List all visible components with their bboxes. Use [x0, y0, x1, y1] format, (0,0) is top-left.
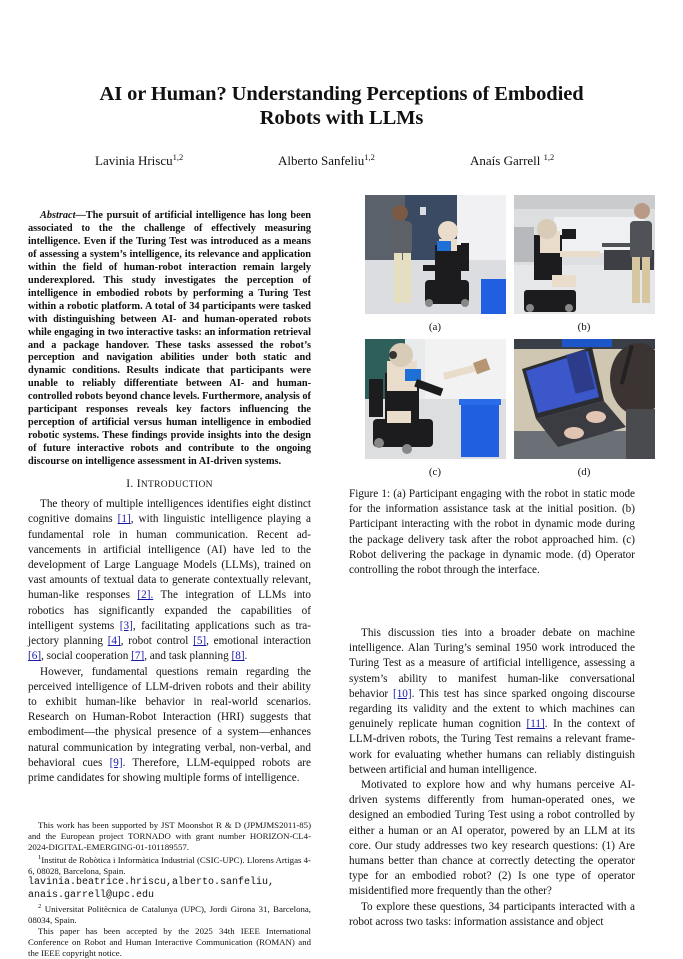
right-paragraph-1 — [349, 626, 635, 778]
footnote-mark: 2 — [38, 903, 42, 911]
title-line-2: Robots with LLMs — [259, 107, 424, 129]
photo-participant-robot-static — [365, 195, 506, 314]
figure-1-caption: Figure 1: (a) Participant engaging with the robot in static mode for the information assistance task at the initial position. (b) Participant interacting with the robot in dynamic mode during the package delivery task after the robot approached him. (c) Robot delivering the package in dynamic mode. (d) Operator controlling the robot through the interface. — [349, 488, 635, 577]
right-paragraph-3: To explore these questions, 34 participants interacted with a robot across two tasks: information assistance and object — [349, 900, 635, 928]
text-run: , robot control — [120, 635, 194, 648]
section-heading-introduction — [28, 477, 311, 493]
text-run: , facilitating applications such as trajectory planning — [28, 619, 311, 648]
footnotes — [28, 820, 311, 959]
intro-paragraph-1 — [28, 497, 311, 664]
text-run: , emotional interaction — [206, 635, 311, 648]
author-1 — [95, 152, 183, 169]
text-run: , social cooperation — [41, 650, 132, 663]
affiliation-1-text: Institut de Robòtica i Informàtica Industrial (CSIC-UPC). Llorens Artigas 4-6, 08028, Barcelona, Spain. — [28, 854, 311, 876]
subfigure-label-a: (a) — [428, 321, 442, 333]
author-3 — [470, 152, 554, 169]
text-run: The theory of multiple intelligences identifies eight distinct cognitive domains — [28, 498, 311, 526]
author-affiliation-mark: 1,2 — [543, 152, 555, 162]
section-heading-rest: NTRODUCTION — [140, 480, 213, 491]
affiliation-2-note — [28, 902, 311, 926]
abstract — [28, 210, 311, 469]
section-heading-initial: I — [136, 478, 141, 491]
intro-paragraph-2 — [28, 665, 311, 787]
text-run: , with linguistic intelligence playing a fundamental role in human communication. Recent advancements in artificial intelligence (AI) have led to the development of Large Language Models (LLMs), trained on vast amounts of textual data to generate contextually relevant, human-like responses — [28, 513, 311, 602]
figure-1c-photo — [365, 339, 506, 459]
affiliation-1-note — [28, 853, 311, 903]
photo-participant-robot-dynamic — [514, 195, 655, 314]
paper-title — [0, 82, 683, 130]
subfigure-label-b: (b) — [577, 321, 591, 333]
citation-link-1[interactable]: [1] — [117, 513, 131, 526]
text-run: The integration of LLMs into robotics has significantly expanded the capabilities of intelligent systems — [28, 589, 311, 632]
citation-link-11[interactable]: [11] — [526, 718, 545, 731]
affiliation-2-text: Universitat Politècnica de Catalunya (UPC), Jordi Girona 31, Barcelona, 08034, Spain. — [28, 904, 311, 926]
abstract-label: Abstract — [40, 210, 76, 221]
funding-note: This work has been supported by JST Moonshot R & D (JPMJMS2011-85) and the European project TORNADO with grant number HORIZON-CL4-2024-DIGITAL-EMERGING-01-101189557. — [28, 820, 311, 852]
text-run: . — [244, 650, 248, 663]
citation-link-5[interactable]: [5] — [193, 635, 207, 648]
author-name: Anaís Garrell — [470, 153, 541, 168]
right-column — [349, 626, 635, 930]
right-paragraph-2: Motivated to explore how and why humans perceive AI-driven systems differently from human-operated ones, we designed an embodied Turing Test using a robot controlled by either a human or an AI operator, powered by an LLM at its core. Our study addresses two key research questions: (1) Are humans better than chance at correctly detecting the operator type for an embodied robot? (2) Is one type of operator misidentified more frequently than the other? — [349, 779, 635, 898]
left-column — [28, 210, 311, 786]
photo-robot-delivering-package — [365, 339, 506, 459]
author-2 — [278, 152, 375, 169]
citation-link-6[interactable]: [6] — [28, 650, 42, 663]
author-name: Alberto Sanfeliu — [278, 153, 365, 168]
text-run: However, fundamental questions remain regarding the perceived intelligence of LLM-driven robots and their ability to exhibit human-like behavior in real-world scenarios. Research on Human-Robot Interaction (HRI) suggests that embodiment—the physical presence of a system—enhances natural communication by integrating verbal, non-verbal, and behavioral cues — [28, 665, 311, 769]
text-run: . This test has since sparked ongoing discourse regarding its validity and the extent to which machines can genuinely replicate human cognition — [349, 687, 636, 731]
citation-link-7[interactable]: [7] — [131, 650, 145, 663]
text-run: . Therefore, LLM-equipped robots are prime candidates for showing multiple forms of intelligence. — [28, 756, 311, 784]
footnote-mark: 1 — [38, 853, 42, 861]
title-line-1: AI or Human? Understanding Perceptions of Embodied — [99, 83, 584, 105]
figure-1a-photo — [365, 195, 506, 314]
section-numeral: I. — [126, 478, 134, 491]
acceptance-note: This paper has been accepted by the 2025 34th IEEE International Conference on Robot and Human Interactive Communication (ROMAN) and the IEEE copyright notice. — [28, 926, 311, 958]
citation-link-8[interactable]: [8] — [231, 650, 245, 663]
author-name: Lavinia Hriscu — [95, 153, 173, 168]
figure-1d-photo — [514, 339, 655, 459]
citation-link-3[interactable]: [3] — [119, 619, 133, 632]
author-emails: lavinia.beatrice.hriscu,alberto.sanfeliu, anais.garrell@upc.edu — [28, 877, 275, 902]
citation-link-2[interactable]: [2]. — [137, 589, 154, 602]
photo-operator-laptop — [514, 339, 655, 459]
subfigure-label-d: (d) — [577, 466, 591, 478]
citation-link-4[interactable]: [4] — [107, 635, 121, 648]
text-run: . In the context of LLM-driven robots, the Turing Test remains a relevant framework for evaluating whether humans can reliably distinguish between artificial and human intelligence. — [349, 718, 635, 776]
text-run: This discussion ties into a broader debate on machine intelligence. Alan Turing’s seminal 1950 work introduced the Turing Test as a measure of artificial intelligence, assessing a system’s ability to manifest human-like conversational behavior — [349, 627, 635, 700]
figure-1b-photo — [514, 195, 655, 314]
author-affiliation-mark: 1,2 — [364, 152, 375, 162]
citation-link-10[interactable]: [10] — [392, 687, 412, 700]
author-list — [0, 152, 683, 172]
author-affiliation-mark: 1,2 — [172, 152, 184, 162]
text-run: , and task planning — [144, 650, 232, 663]
citation-link-9[interactable]: [9] — [109, 756, 123, 769]
abstract-text: The pursuit of artificial intelligence has long been associated to the the challenge of effectively measuring intelligence. Even if the Turing Test was introduced as a means of assessing a system’s intelligence, its relevance and application within the field of human-robot interaction remain largely underexplored. This study investigates the perception of intelligence in embodied robots by performing a Turing Test within a robotic platform. A total of 34 participants were tasked with distinguishing between AI- and human-operated robots while engaging in two interactive tasks: an information retrieval and a package handover. These tasks assessed the robot’s perception and navigation abilities under both static and dynamic conditions. Results indicate that participants were unable to reliably differentiate between AI- and human-controlled robots beyond chance levels. Furthermore, analysis of participant responses reveals key factors influencing the perception of artificial versus human intelligence in embodied robotic systems. These findings provide insights into the design of future interactive robots and contribute to the ongoing discourse on intelligence assessment in AI-driven systems. — [28, 210, 311, 468]
subfigure-label-c: (c) — [428, 466, 442, 478]
abstract-dash: — — [75, 210, 86, 221]
